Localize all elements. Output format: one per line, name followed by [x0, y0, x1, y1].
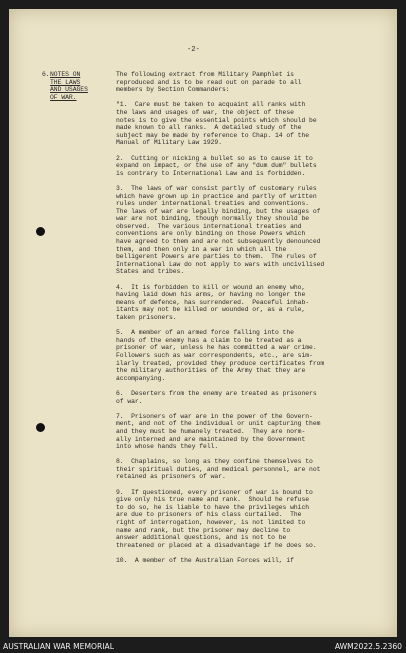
punch-hole-lower: [36, 423, 45, 432]
page-number: -2-: [187, 46, 200, 54]
section-title: NOTES ON THE LAWS AND USAGES OF WAR.: [50, 71, 88, 101]
footer-accession-number: AWM2022.5.2360: [334, 642, 402, 651]
document-page: [9, 9, 397, 637]
document-body: The following extract from Military Pamphlet is reproduced and is to be read out on parade to all members by Section Commanders: "1. Care must be taken to acquaint all ranks with the laws and usages of war, the object of these notes is to give the essential points which should be made known to all ranks. A detailed study of the subject may be made by reference to Chap. 14 of the Manual of Military Law 1929. 2. Cutting or nicking a bullet so as to cause it to expand on impact, or the use of any "dum dum" bullets is contrary to International Law and is forbidden. 3. The laws of war consist partly of customary rules which have grown up in practice and partly of written rules under international treaties and conventions. The laws of war are legally binding, but the usages of war are not binding, though normally they should be observed. The various international treaties and conventions are only binding on those Powers which have agreed to them and are not subsequently denounced them, and then only in a war in which all the belligerent Powers are parties to them. The rules of International Law do not apply to wars with uncivilised States and tribes. 4. It is forbidden to kill or wound an enemy who, having laid down his arms, or having no longer the means of defence, has surrendered. Peaceful inhab- itants may not be killed or wounded or, as a rule, taken prisoners. 5. A member of an armed force falling into the hands of the enemy has a claim to be treated as a prisoner of war, unless he has committed a war crime. Followers such as war correspondents, etc., are sim- ilarly treated, provided they produce certificates from the military authorities of the Army that they are accompanying. 6. Deserters from the enemy are treated as prisoners of war. 7. Prisoners of war are in the power of the Govern- ment, and not of the individual or unit capturing them and they must be humanely treated. They are norm- ally interned and are maintained by the Government into whose hands they fell. 8. Chaplains, so long as they confine themselves to their spiritual duties, and medical personnel, are not retained as prisoners of war. 9. If questioned, every prisoner of war is bound to give only his true name and rank. Should he refuse to do so, he is liable to have the privileges which are due to prisoners of his class curtailed. The right of interrogation, however, is not limited to name and rank, but the prisoner may decline to answer additional questions, and is not to be threatened or placed at a disadvantage if he does so. 10. A member of the Australian Forces will, if: [116, 71, 325, 564]
archive-footer: [0, 639, 406, 653]
punch-hole-upper: [36, 227, 45, 236]
footer-institution: AUSTRALIAN WAR MEMORIAL: [3, 642, 114, 651]
section-number: 6.: [42, 71, 50, 78]
